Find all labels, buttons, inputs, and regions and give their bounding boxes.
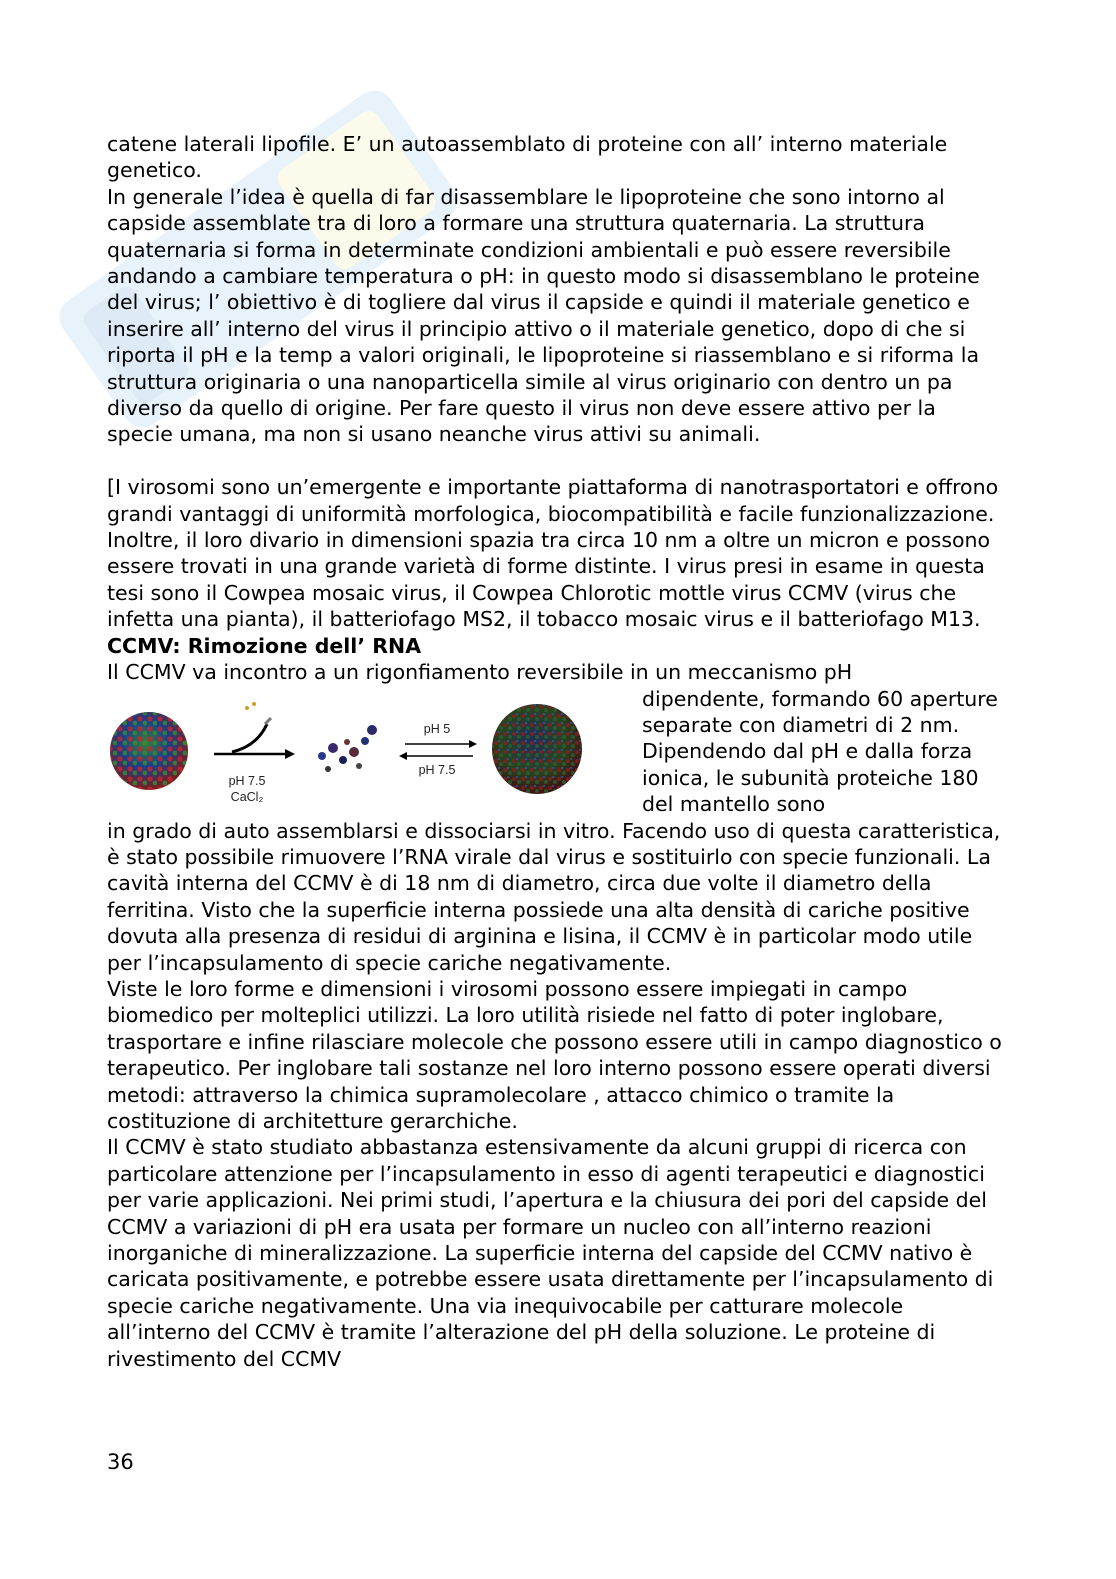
paragraph: in grado di auto assemblarsi e dissociarsi in vitro. Facendo uso di questa caratteristica, è stato possibile rimuovere l’RNA virale dal virus e sostituirlo con specie funzionali. La cavità interna del CCMV è di 18 nm di diametro, circa due volte il diametro della ferritina. Visto che la superficie interna possiede una alta densità di cariche positive dovuta alla presenza di residui di arginina e lisina, il CCMV è in particolar modo utile per l’incapsulamento di specie cariche negativamente. (107, 818, 1001, 975)
paragraph-lead: Il CCMV va incontro a un rigonfiamento reversibile in un meccanismo pH (107, 660, 853, 685)
paragraph: [I virosomi sono un’emergente e importante piattaforma di nanotrasportatori e offrono grandi vantaggi di uniformità morfologica, biocompatibilità e facile funzionalizzazione. Inoltre, il loro divario in dimensioni spazia tra circa 10 nm a oltre un micron e possono essere trovati in una grande varietà di forme distinte. I virus presi in esame in questa tesi sono il Cowpea mosaic virus, il Cowpea Chlorotic mottle virus CCMV (virus che infetta una pianta), il batteriofago MS2, il tobacco mosaic virus e il batteriofago M13. (107, 475, 999, 632)
paragraph: In generale l’idea è quella di far disassemblare le lipoproteine che sono intorno al capside assemblate tra di loro a formare una struttura quaternaria. La struttura quaternaria si forma in determinate condizioni ambientali e può essere reversibile andando a cambiare temperatura o pH: in questo modo si disassemblano le proteine del virus; l’ obiettivo è di togliere dal virus il capside e quindi il materiale genetico e inserire all’ interno del virus il principio attivo o il materiale genetico, dopo di che si riporta il pH e la temp a valori originali, le lipoproteine si riassemblano e si riforma la struttura originaria o una nanoparticella simile al virus originario con dentro un pa diverso da quello di origine. Per fare questo il virus non deve essere attivo per la specie umana, ma non si usano neanche virus attivi su animali. (107, 184, 980, 447)
figure-label-ph75-reverse: pH 7.5 (418, 762, 456, 777)
paragraph: Il CCMV è stato studiato abbastanza estensivamente da alcuni gruppi di ricerca con particolare attenzione per l’incapsulamento in esso di agenti terapeutici e diagnostici per varie applicazioni. Nei primi studi, l’apertura e la chiusura dei pori del capside del CCMV a variazioni di pH era usata per formare un nucleo con all’interno reazioni inorganiche di mineralizzazione. La superficie interna del capside del CCMV nativo è caricata positivamente, e potrebbe essere usata direttamente per l’incapsulamento di specie cariche negativamente. Una via inequivocabile per catturare molecole all’interno del CCMV è tramite l’alterazione del pH della soluzione. Le proteine di rivestimento del CCMV (107, 1135, 994, 1371)
paragraph: catene laterali lipofile. E’ un autoassemblato di proteine con all’ interno materiale genetico. (107, 132, 948, 183)
figure-block (107, 686, 1007, 818)
paragraph: Viste le loro forme e dimensioni i virosomi possono essere impiegati in campo biomedico per molteplici utilizzi. La loro utilità risiede nel fatto di poter inglobare, trasportare e infine rilasciare molecole che possono essere utili in campo diagnostico o terapeutico. Per inglobare tali sostanze nel loro interno possono essere operati diversi metodi: attraverso la chimica supramolecolare , attacco chimico o tramite la costituzione di architetture gerarchiche. (107, 976, 1002, 1134)
capsid-subunits (318, 725, 377, 772)
ccmv-figure (107, 686, 642, 816)
section-heading: CCMV: Rimozione dell’ RNA (107, 633, 422, 658)
document-body (107, 131, 1007, 1372)
page-number: 36 (107, 1450, 134, 1474)
figure-label-ph5: pH 5 (423, 721, 451, 736)
ccmv-diagram (107, 686, 642, 816)
figure-label-cacl2: CaCl₂ (230, 789, 264, 804)
figure-label-ph75: pH 7.5 (228, 773, 266, 788)
paragraph-wrapped: dipendente, formando 60 aperture separate con diametri di 2 nm. Dipendendo dal pH e dalla forza ionica, le subunità proteiche 180 del mantello sono (642, 686, 998, 817)
spacer (107, 448, 1007, 474)
